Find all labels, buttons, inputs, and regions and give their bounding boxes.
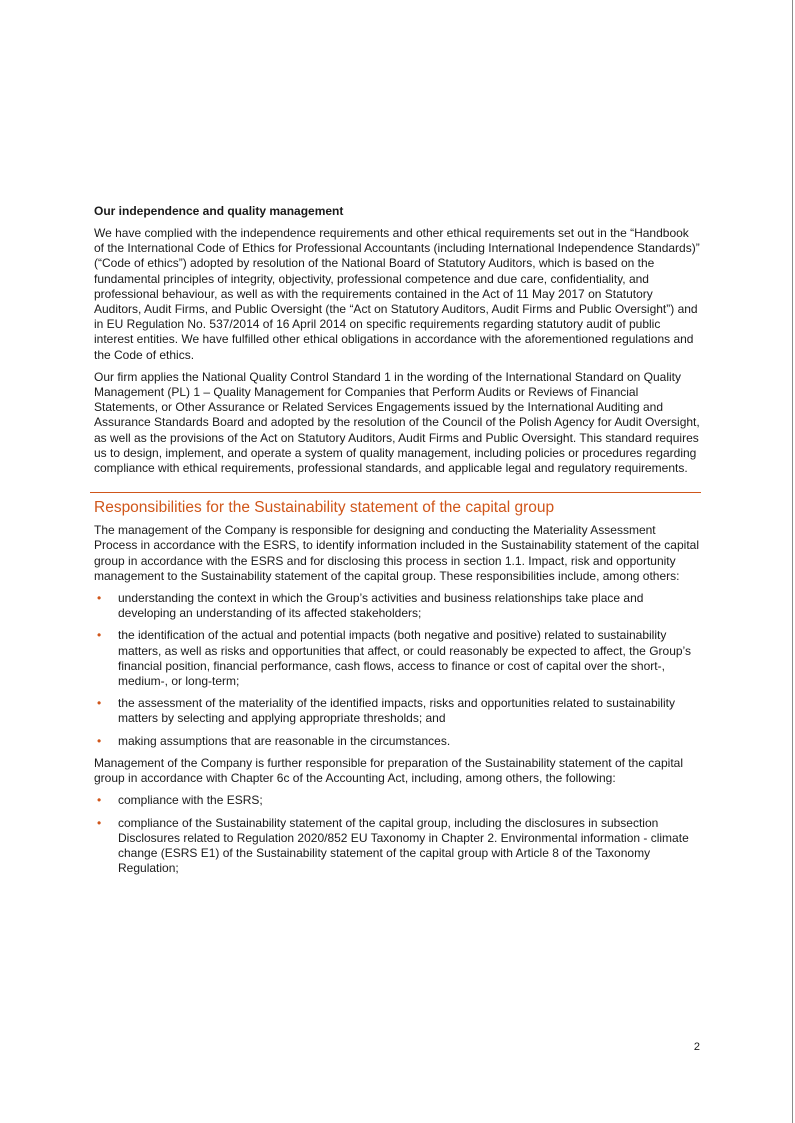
bullet-icon: • xyxy=(97,815,102,830)
responsibilities-list xyxy=(94,591,700,749)
bullet-icon: • xyxy=(97,793,102,808)
list-item-text: the identification of the actual and potential impacts (both negative and positive) related to sustainability matters, as well as risks and opportunities that affect, or could reasonably be expected to affect, the Group’s financial position, financial performance, cash flows, access to finance or cost of capital over the short-, medium-, or long-term; xyxy=(118,628,691,689)
management-paragraph: Management of the Company is further responsible for preparation of the Sustainability statement of the capital group in accordance with Chapter 6c of the Accounting Act, including, among others, the following: xyxy=(94,755,683,786)
bullet-icon: • xyxy=(97,696,102,711)
list-item-text: understanding the context in which the Group’s activities and business relationships take place and developing an understanding of its affected stakeholders; xyxy=(118,591,644,621)
independence-heading: Our independence and quality management xyxy=(94,204,344,218)
section-divider xyxy=(90,492,701,493)
document-body xyxy=(94,204,700,883)
responsibilities-intro: The management of the Company is responsible for designing and conducting the Materiality Assessment Process in accordance with the ESRS, to identify information included in the Sustainability statement of the capital group in accordance with the ESRS and for disclosing this process in section 1.1. Impact, risk and opportunity management to the Sustainability statement of the capital group. These responsibilities include, among others: xyxy=(94,523,699,583)
preparation-list xyxy=(94,793,700,876)
list-item-text: compliance of the Sustainability statement of the capital group, including the disclosures in subsection Disclosures related to Regulation 2020/852 EU Taxonomy in Chapter 2. Environmental information - climate change (ESRS E1) of the Sustainability statement of the capital group with Article 8 of the Taxonomy Regulation; xyxy=(118,815,689,876)
list-item xyxy=(94,591,700,621)
list-item-text: making assumptions that are reasonable in the circumstances. xyxy=(118,733,451,748)
list-item xyxy=(94,793,700,808)
bullet-icon: • xyxy=(97,628,102,643)
independence-paragraph-1: We have complied with the independence requirements and other ethical requirements set out in the “Handbook of the International Code of Ethics for Professional Accountants (including International Independence Standards)” (“Code of ethics”) adopted by resolution of the National Board of Statutory Auditors, which is based on the fundamental principles of integrity, objectivity, professional competence and due care, confidentiality, and professional behaviour, as well as with the requirements contained in the Act of 11 May 2017 on Statutory Auditors, Audit Firms, and Public Oversight (the “Act on Statutory Auditors, Audit Firms and Public Oversight”) and in EU Regulation No. 537/2014 of 16 April 2014 on specific requirements regarding statutory audit of public interest entities. We have fulfilled other ethical obligations in accordance with the aforementioned regulations and the Code of ethics. xyxy=(94,226,700,362)
bullet-icon: • xyxy=(97,733,102,748)
responsibilities-heading: Responsibilities for the Sustainability statement of the capital group xyxy=(94,499,555,517)
page-edge-line xyxy=(792,0,793,1123)
bullet-icon: • xyxy=(97,591,102,606)
independence-paragraph-2: Our firm applies the National Quality Control Standard 1 in the wording of the International Standard on Quality Management (PL) 1 – Quality Management for Companies that Perform Audits or Reviews of Financial Statements, or Other Assurance or Related Services Engagements issued by the International Auditing and Assurance Standards Board and adopted by the resolution of the Council of the Polish Agency for Audit Oversight, as well as the provisions of the Act on Statutory Auditors, Audit Firms and Public Oversight. This standard requires us to design, implement, and operate a system of quality management, including policies or procedures regarding compliance with ethical requirements, professional standards, and applicable legal and regulatory requirements. xyxy=(94,369,700,476)
page-number: 2 xyxy=(693,1041,700,1053)
list-item xyxy=(94,734,700,749)
list-item-text: compliance with the ESRS; xyxy=(118,793,263,808)
list-item xyxy=(94,628,700,689)
list-item-text: the assessment of the materiality of the identified impacts, risks and opportunities related to sustainability matters by selecting and applying appropriate thresholds; and xyxy=(118,696,675,726)
list-item xyxy=(94,696,700,726)
list-item xyxy=(94,816,700,877)
